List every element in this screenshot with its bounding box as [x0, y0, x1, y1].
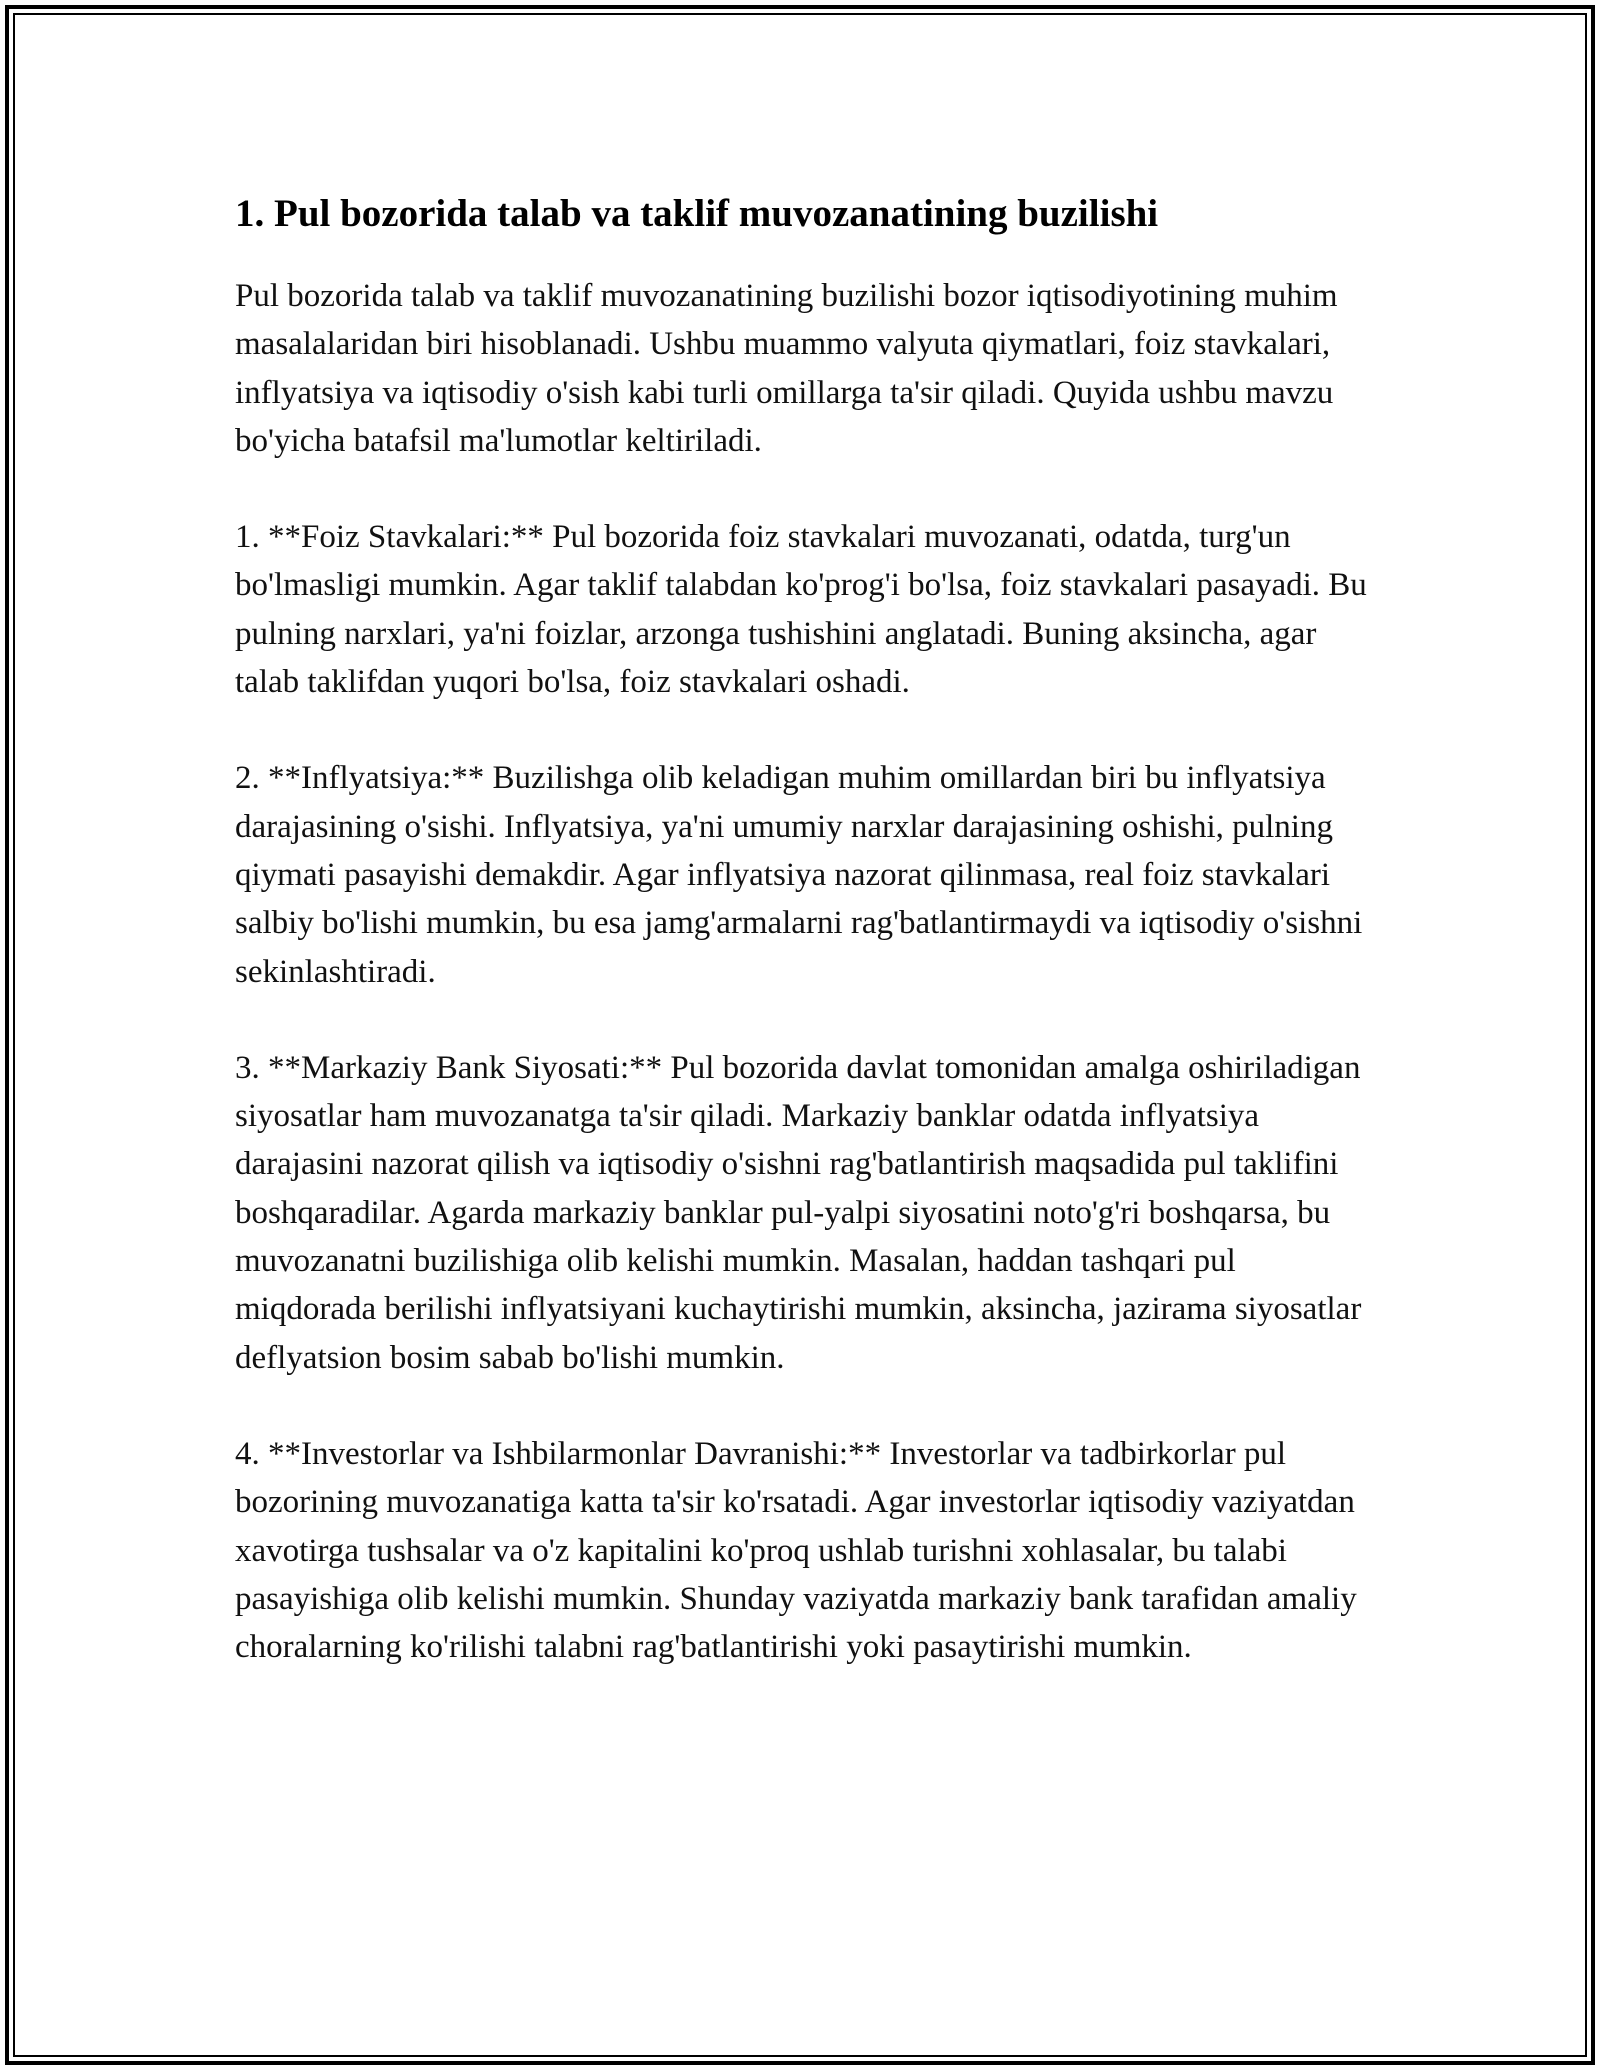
paragraph-central-bank-policy: 3. **Markaziy Bank Siyosati:** Pul bozorida davlat tomonidan amalga oshiriladigan siyosatlar ham muvozanatga ta'sir qiladi. Markaziy banklar odatda inflyatsiya darajasini nazorat qilish va iqtisodiy o'sishni rag'batlantirish maqsadida pul taklifini boshqaradilar. Agarda markaziy banklar pul-yalpi siyosatini noto'g'ri boshqarsa, bu muvozanatni buzilishiga olib kelishi mumkin. Masalan, haddan tashqari pul miqdorada berilishi inflyatsiyani kuchaytirishi mumkin, aksincha, jazirama siyosatlar deflyatsion bosim sabab bo'lishi mumkin. [235, 1049, 1362, 1376]
paragraph-inflation: 2. **Inflyatsiya:** Buzilishga olib keladigan muhim omillardan biri bu inflyatsiya darajasining o'sishi. Inflyatsiya, ya'ni umumiy narxlar darajasining oshishi, pulning qiymati pasayishi demakdir. Agar inflyatsiya nazorat qilinmasa, real foiz stavkalari salbiy bo'lishi mumkin, bu esa jamg'armalarni rag'batlantirmaydi va iqtisodiy o'sishni sekinlashtiradi. [235, 760, 1363, 990]
intro-paragraph: Pul bozorida talab va taklif muvozanatining buzilishi bozor iqtisodiyotining muhim masalalaridan biri hisoblanadi. Ushbu muammo valyuta qiymatlari, foiz stavkalari, inflyatsiya va iqtisodiy o'sish kabi turli omillarga ta'sir qiladi. Quyida ushbu mavzu bo'yicha batafsil ma'lumotlar keltiriladi. [235, 278, 1338, 459]
document-body [235, 186, 1375, 1719]
document-title: 1. Pul bozorida talab va taklif muvozanatining buzilishi [235, 192, 1159, 235]
paragraph-investor-behavior: 4. **Investorlar va Ishbilarmonlar Davranishi:** Investorlar va tadbirkorlar pul bozorining muvozanatiga katta ta'sir ko'rsatadi. Agar investorlar iqtisodiy vaziyatdan xavotirga tushsalar va o'z kapitalini ko'proq ushlab turishni xohlasalar, bu talabi pasayishiga olib kelishi mumkin. Shunday vaziyatda markaziy bank tarafidan amaliy choralarning ko'rilishi talabni rag'batlantirishi yoki pasaytirishi mumkin. [235, 1435, 1357, 1666]
paragraph-interest-rates: 1. **Foiz Stavkalari:** Pul bozorida foiz stavkalari muvozanati, odatda, turg'un bo'lmasligi mumkin. Agar taklif talabdan ko'prog'i bo'lsa, foiz stavkalari pasayadi. Bu pulning narxlari, ya'ni foizlar, arzonga tushishini anglatadi. Buning aksincha, agar talab taklifdan yuqori bo'lsa, foiz stavkalari oshadi. [235, 519, 1367, 701]
